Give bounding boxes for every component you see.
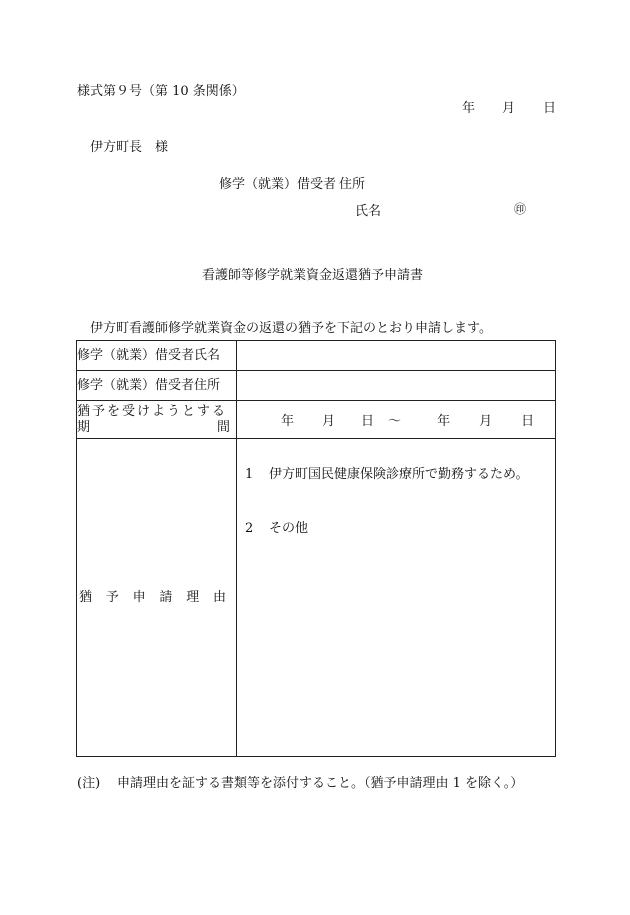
reason-option-text: 伊方町国民健康保険診療所で勤務するため。 <box>269 467 529 482</box>
reason-option-text: その他 <box>269 521 309 536</box>
period-to-month: 月 <box>479 414 493 429</box>
footnote-text: 申請理由を証する書類等を添付すること。（猶予申請理由 1 を除く。） <box>117 776 524 791</box>
reason-label-char: 理 <box>186 589 200 605</box>
table-row-borrower-name <box>77 341 556 371</box>
reason-label-char: 予 <box>105 589 119 605</box>
date-year-label: 年 <box>462 101 476 116</box>
reason-label-char: 申 <box>132 589 146 605</box>
deferral-reason-label <box>77 439 237 757</box>
table-row-deferral-period <box>77 401 556 439</box>
period-from-month: 月 <box>322 414 336 429</box>
reason-option-number: 1 <box>245 467 254 482</box>
intro-text: 伊方町看護師修学就業資金の返還の猶予を下記のとおり申請します。 <box>90 321 492 336</box>
table-row-deferral-reason <box>77 439 556 757</box>
document-title: 看護師等修学就業資金返還猶予申請書 <box>202 268 424 283</box>
footnote <box>77 777 523 790</box>
deferral-period-label <box>77 401 237 439</box>
deferral-reason-field[interactable] <box>237 439 556 757</box>
applicant-address-label: 住所 <box>339 177 366 192</box>
borrower-name-field[interactable] <box>237 341 556 371</box>
borrower-label: 修学（就業）借受者 <box>219 177 337 192</box>
application-table <box>76 340 556 757</box>
deferral-period-field[interactable] <box>237 401 556 439</box>
period-from-day: 日 <box>361 414 375 429</box>
form-number: 様式第９号（第 10 条関係） <box>77 84 245 99</box>
period-from-year: 年 <box>281 414 295 429</box>
reason-label-char: 由 <box>212 589 226 605</box>
seal-mark: ㊞ <box>514 202 527 216</box>
deferral-period-label-top: 猶予を受けようとする <box>77 403 228 419</box>
addressee: 伊方町長 様 <box>90 140 169 155</box>
footnote-head: (注) <box>77 776 101 791</box>
table-row-borrower-address <box>77 371 556 401</box>
date-month-label: 月 <box>502 101 516 116</box>
borrower-name-label: 修学（就業）借受者氏名 <box>77 341 237 371</box>
period-to-day: 日 <box>521 414 535 429</box>
period-to-year: 年 <box>437 414 451 429</box>
reason-label-char: 請 <box>159 589 173 605</box>
deferral-period-label-left: 期 <box>77 419 91 435</box>
reason-option-number: 2 <box>245 521 254 536</box>
date-day-label: 日 <box>543 101 557 116</box>
deferral-period-label-right: 間 <box>216 419 230 435</box>
borrower-address-label: 修学（就業）借受者住所 <box>77 371 237 401</box>
period-tilde: ～ <box>388 414 402 429</box>
reason-option-1[interactable] <box>245 463 528 482</box>
reason-option-2[interactable] <box>245 517 308 536</box>
borrower-address-field[interactable] <box>237 371 556 401</box>
reason-label-char: 猶 <box>79 589 93 605</box>
applicant-name-label: 氏名 <box>355 204 382 219</box>
